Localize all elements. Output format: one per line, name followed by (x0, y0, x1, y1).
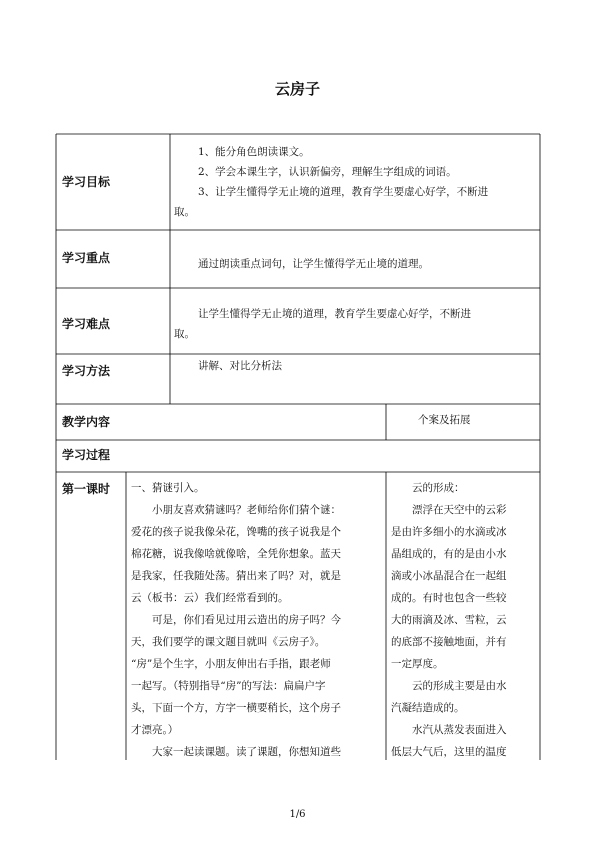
content-side-label: 个案及拓展 (418, 414, 471, 426)
objective-item-3-cont: 取。 (174, 206, 195, 218)
main-line-13: 大家一起读课题。读了课题，你想知道些 (152, 746, 341, 758)
main-line-11: 头，下面一个方，方字一横要稍长，这个房子 (131, 702, 341, 714)
main-line-3: 爱花的孩子说我像朵花，馋嘴的孩子说我是个 (131, 526, 341, 538)
objectives-list (174, 142, 534, 222)
label-objectives: 学习目标 (62, 175, 111, 189)
side-line-6: 成的。有时也包含一些较 (391, 592, 507, 604)
main-line-10: 一起写。（特别指导“房”的写法：扁扁户字 (131, 680, 326, 692)
side-line-9: 一定厚度。 (391, 658, 444, 670)
lesson-side-text (391, 477, 537, 763)
key-points-text: 通过朗读重点词句，让学生懂得学无止境的道理。 (198, 258, 429, 270)
side-line-2: 漂浮在天空中的云彩 (412, 504, 507, 516)
main-line-2: 小朋友喜欢猜谜吗？老师给你们猜个谜： (152, 504, 341, 516)
side-line-13: 低层大气后，这里的温度 (391, 746, 507, 758)
page-number: 1/6 (289, 809, 306, 820)
main-line-9: “房”是个生字，小朋友伸出右手指，跟老师 (131, 658, 331, 670)
main-line-6: 云（板书：云）我们经常看到的。 (131, 592, 289, 604)
side-line-8: 的底部不接触地面，并有 (391, 636, 507, 648)
methods-text: 讲解、对比分析法 (198, 360, 282, 372)
difficulties-text (174, 304, 534, 344)
objective-item-2: 2、学会本课生字，认识新偏旁，理解生字组成的词语。 (198, 166, 457, 178)
main-line-12: 才漂亮。） (131, 724, 179, 736)
side-line-4: 晶组成的，有的是由小水 (391, 548, 507, 560)
document-title: 云房子 (274, 80, 320, 98)
label-difficulties: 学习难点 (62, 317, 111, 331)
side-line-11: 汽凝结造成的。 (391, 702, 465, 714)
side-line-12: 水汽从蒸发表面进入 (412, 724, 507, 736)
difficulties-line-2: 取。 (174, 328, 195, 340)
label-lesson: 第一课时 (62, 482, 111, 496)
main-line-5: 是我家，任我随处荡。猜出来了吗？对，就是 (131, 570, 341, 582)
label-key-points: 学习重点 (62, 251, 111, 265)
objective-item-1: 1、能分角色朗读课文。 (198, 146, 310, 158)
main-line-8: 天，我们要学的课文题目就叫《云房子》。 (131, 636, 326, 648)
label-content: 教学内容 (62, 415, 111, 429)
side-line-5: 滴或小冰晶混合在一起组 (391, 570, 507, 582)
objective-item-3: 3、让学生懂得学无止境的道理，教育学生要虚心好学，不断进 (198, 186, 489, 198)
side-line-1: 云的形成： (412, 482, 465, 494)
label-process: 学习过程 (62, 448, 111, 462)
main-line-7: 可是，你们看见过用云造出的房子吗？今 (152, 614, 341, 626)
difficulties-line-1: 让学生懂得学无止境的道理，教育学生要虚心好学，不断进 (198, 308, 471, 320)
label-methods: 学习方法 (62, 364, 111, 378)
main-line-1: 一、猜谜引入。 (131, 482, 205, 494)
side-line-7: 大的雨滴及冰、雪粒，云 (391, 614, 507, 626)
lesson-main-text (131, 477, 383, 763)
main-line-4: 棉花糖，说我像啥就像啥，全凭你想象。蓝天 (131, 548, 341, 560)
side-line-3: 是由许多细小的水滴或冰 (391, 526, 507, 538)
side-line-10: 云的形成主要是由水 (412, 680, 507, 692)
